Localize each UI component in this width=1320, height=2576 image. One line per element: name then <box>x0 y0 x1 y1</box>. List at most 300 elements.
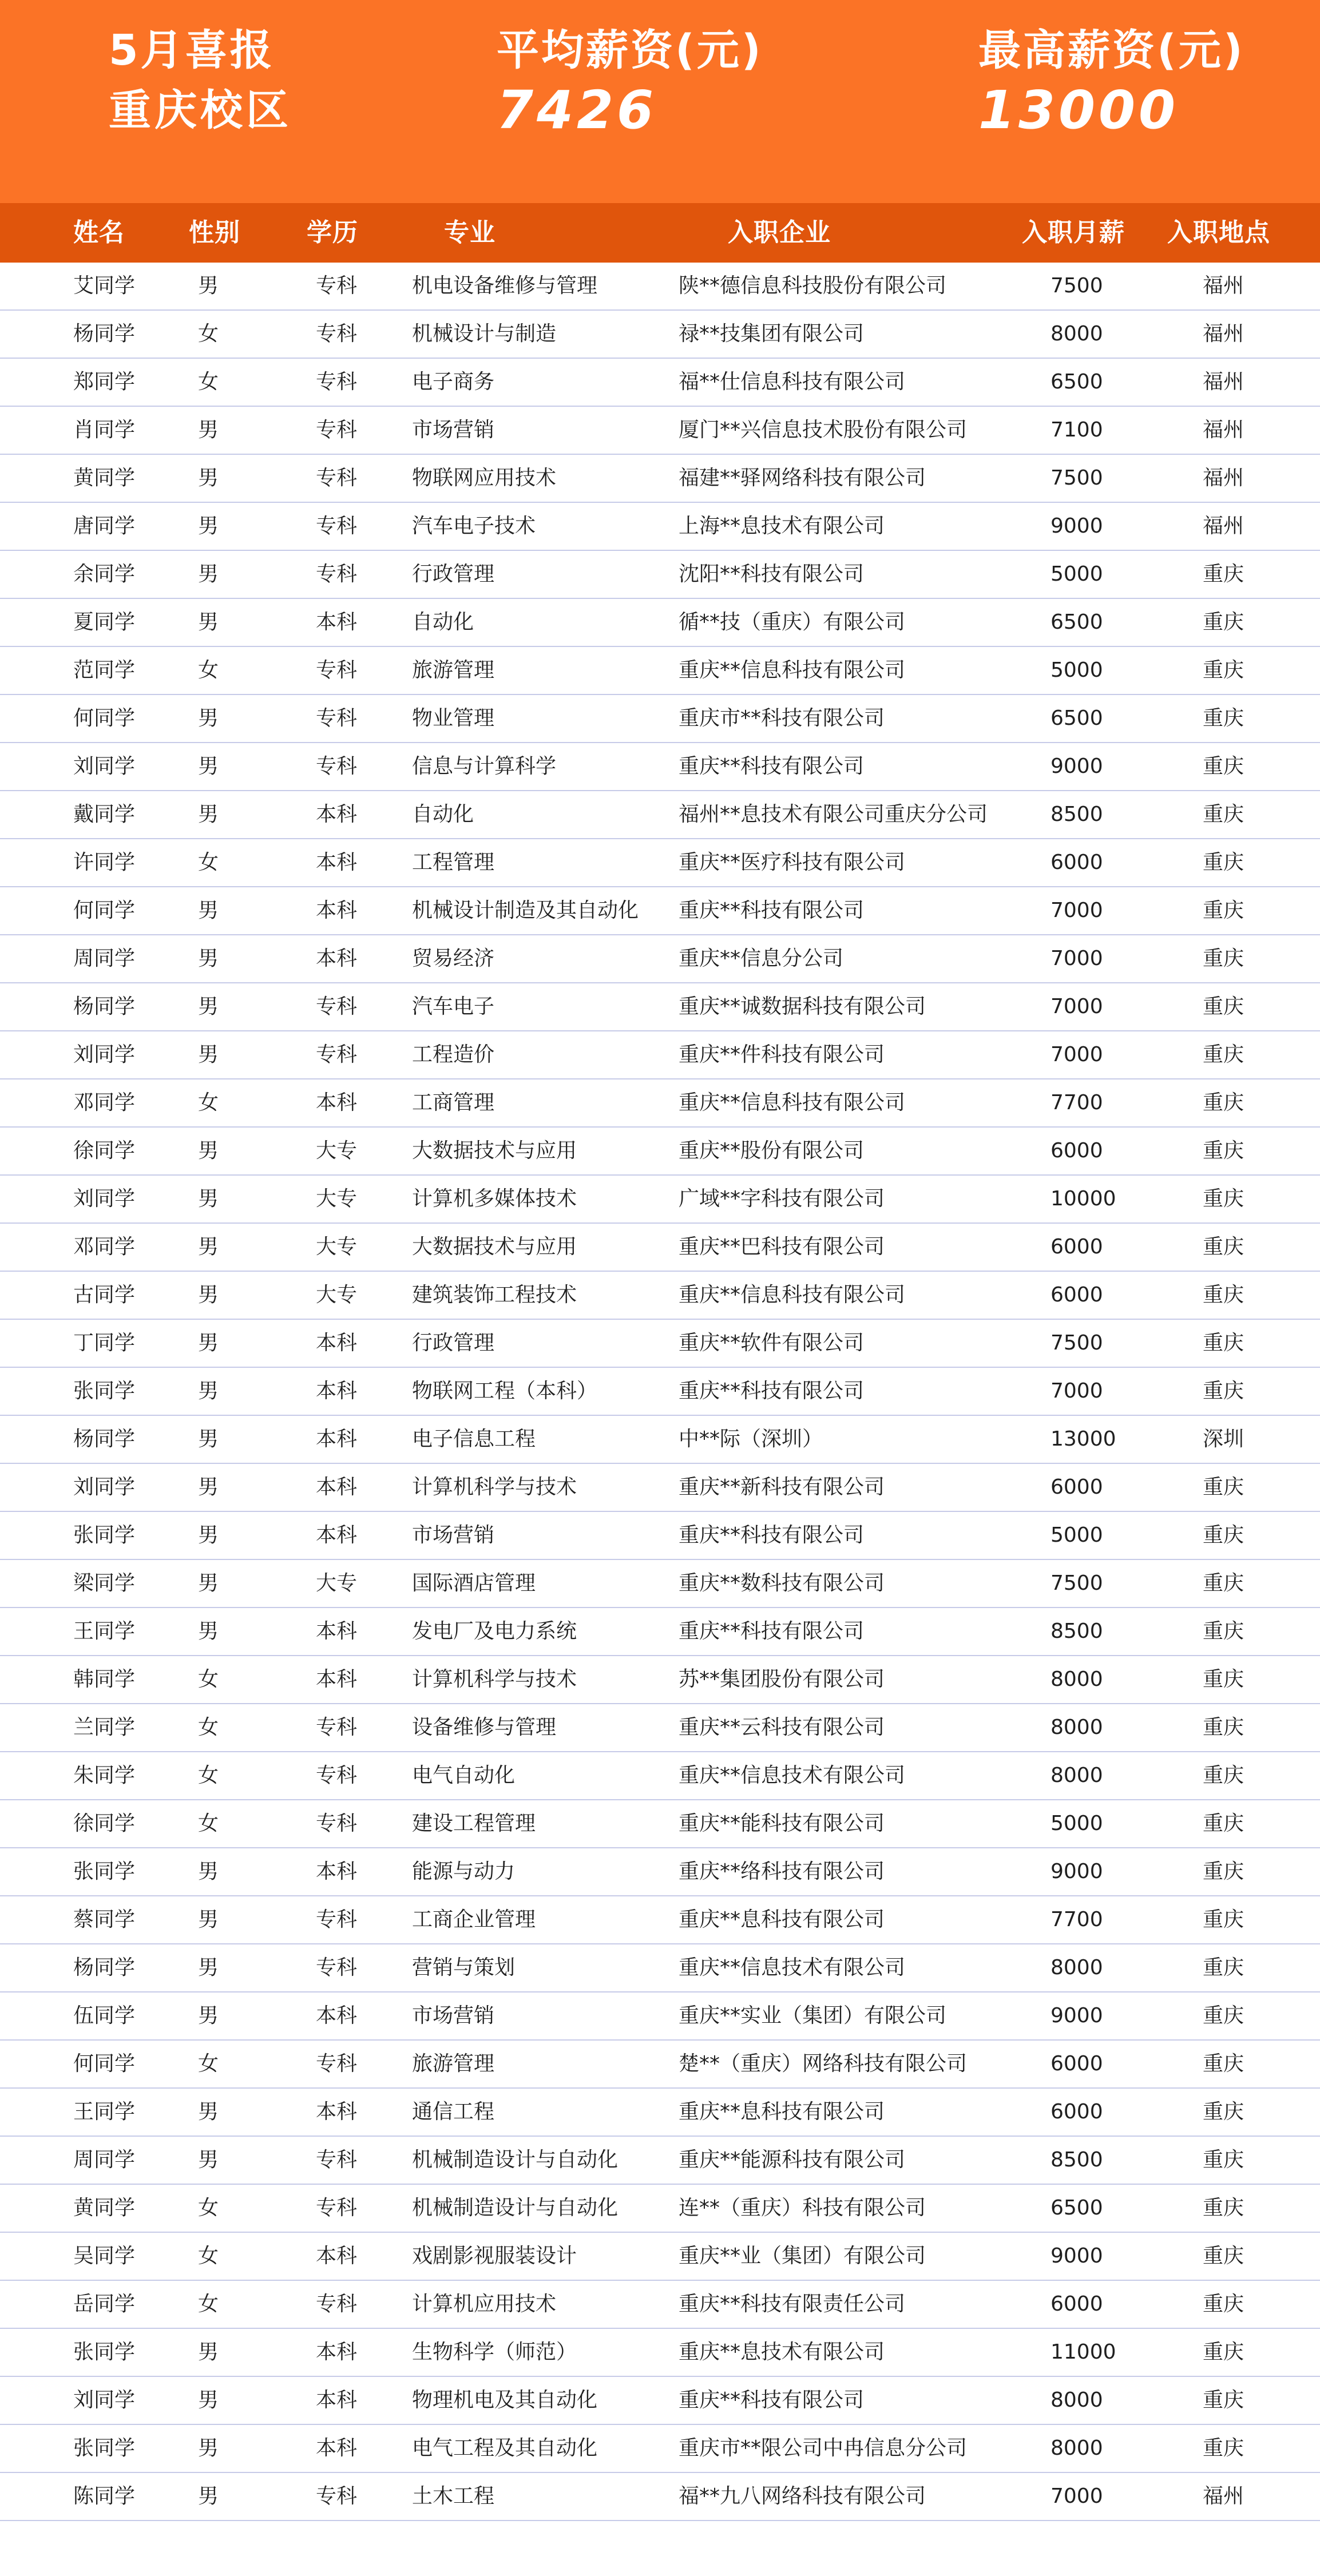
cell-company: 重庆**息科技有限公司 <box>679 2100 885 2123</box>
cell-city: 深圳 <box>1203 1427 1244 1451</box>
cell-city: 重庆 <box>1203 803 1244 826</box>
cell-salary: 8000 <box>1051 1716 1103 1739</box>
cell-gender: 女 <box>198 1091 219 1114</box>
table-row <box>0 1944 1320 1992</box>
cell-city: 重庆 <box>1203 947 1244 970</box>
cell-education: 专科 <box>316 1043 358 1066</box>
table-row <box>0 1031 1320 1079</box>
cell-salary: 6500 <box>1051 2196 1103 2220</box>
cell-company: 重庆**股份有限公司 <box>679 1139 865 1162</box>
cell-major: 物业管理 <box>412 706 495 730</box>
cell-gender: 男 <box>198 1379 219 1403</box>
cell-company: 厦门**兴信息技术股份有限公司 <box>679 418 968 442</box>
cell-major: 旅游管理 <box>412 658 495 682</box>
cell-company: 重庆**新科技有限公司 <box>679 1475 885 1499</box>
cell-salary: 9000 <box>1051 1860 1103 1883</box>
cell-name: 杨同学 <box>73 322 136 346</box>
cell-city: 重庆 <box>1203 1523 1244 1547</box>
cell-name: 黄同学 <box>73 2196 136 2220</box>
cell-name: 陈同学 <box>73 2484 136 2508</box>
cell-company: 福建**驿网络科技有限公司 <box>679 466 926 490</box>
cell-major: 市场营销 <box>412 2004 495 2027</box>
table-row <box>0 455 1320 503</box>
cell-city: 福州 <box>1203 466 1244 490</box>
cell-name: 梁同学 <box>73 1571 136 1595</box>
cell-major: 行政管理 <box>412 562 495 586</box>
cell-education: 专科 <box>316 1956 358 1979</box>
cell-city: 福州 <box>1203 514 1244 538</box>
cell-gender: 男 <box>198 1043 219 1066</box>
cell-city: 重庆 <box>1203 1620 1244 1643</box>
cell-city: 重庆 <box>1203 2388 1244 2412</box>
cell-major: 机械设计与制造 <box>412 322 557 346</box>
cell-major: 电气自动化 <box>412 1764 516 1787</box>
cell-salary: 8000 <box>1051 1956 1103 1979</box>
cell-salary: 5000 <box>1051 1523 1103 1547</box>
table-row <box>0 743 1320 791</box>
cell-education: 专科 <box>316 2196 358 2220</box>
cell-gender: 男 <box>198 947 219 970</box>
cell-salary: 6000 <box>1051 851 1103 874</box>
table-row <box>0 1752 1320 1800</box>
cell-salary: 6000 <box>1051 1475 1103 1499</box>
cell-name: 何同学 <box>73 2052 136 2075</box>
cell-salary: 10000 <box>1051 1187 1116 1210</box>
table-row <box>0 2233 1320 2281</box>
cell-city: 重庆 <box>1203 2100 1244 2123</box>
cell-education: 本科 <box>316 1427 358 1451</box>
title-block <box>109 22 292 142</box>
cell-name: 刘同学 <box>73 1043 136 1066</box>
cell-name: 杨同学 <box>73 1956 136 1979</box>
column-header-company: 入职企业 <box>728 218 831 247</box>
cell-education: 专科 <box>316 322 358 346</box>
cell-city: 重庆 <box>1203 1475 1244 1499</box>
cell-salary: 5000 <box>1051 1812 1103 1835</box>
cell-company: 重庆**络科技有限公司 <box>679 1860 885 1883</box>
table-row <box>0 839 1320 887</box>
cell-gender: 男 <box>198 2004 219 2027</box>
table-row <box>0 359 1320 407</box>
table-row <box>0 1128 1320 1176</box>
cell-major: 发电厂及电力系统 <box>412 1620 577 1643</box>
cell-gender: 女 <box>198 322 219 346</box>
cell-city: 重庆 <box>1203 1187 1244 1210</box>
column-header-major: 专业 <box>444 218 496 247</box>
cell-gender: 男 <box>198 2148 219 2172</box>
cell-company: 重庆**业（集团）有限公司 <box>679 2244 926 2268</box>
cell-education: 专科 <box>316 562 358 586</box>
table-row <box>0 791 1320 839</box>
cell-gender: 男 <box>198 418 219 442</box>
cell-gender: 男 <box>198 2100 219 2123</box>
table-row <box>0 1416 1320 1464</box>
cell-salary: 6500 <box>1051 610 1103 634</box>
table-row <box>0 935 1320 983</box>
cell-education: 本科 <box>316 803 358 826</box>
column-header-education: 学历 <box>307 218 358 247</box>
cell-education: 本科 <box>316 1475 358 1499</box>
cell-company: 重庆市**科技有限公司 <box>679 706 885 730</box>
max-salary-block <box>978 22 1245 142</box>
table-row <box>0 503 1320 551</box>
table-row <box>0 1272 1320 1320</box>
cell-major: 市场营销 <box>412 418 495 442</box>
cell-name: 唐同学 <box>73 514 136 538</box>
cell-education: 本科 <box>316 1379 358 1403</box>
cell-city: 重庆 <box>1203 1043 1244 1066</box>
cell-gender: 男 <box>198 2484 219 2508</box>
cell-city: 重庆 <box>1203 2436 1244 2460</box>
cell-city: 重庆 <box>1203 995 1244 1018</box>
cell-education: 专科 <box>316 2484 358 2508</box>
cell-major: 建筑装饰工程技术 <box>412 1283 577 1307</box>
cell-major: 汽车电子技术 <box>412 514 536 538</box>
cell-name: 伍同学 <box>73 2004 136 2027</box>
cell-education: 本科 <box>316 2004 358 2027</box>
cell-city: 重庆 <box>1203 562 1244 586</box>
cell-salary: 5000 <box>1051 562 1103 586</box>
cell-education: 专科 <box>316 418 358 442</box>
cell-major: 土木工程 <box>412 2484 495 2508</box>
cell-major: 计算机多媒体技术 <box>412 1187 577 1210</box>
cell-gender: 男 <box>198 1187 219 1210</box>
cell-major: 工程造价 <box>412 1043 495 1066</box>
cell-salary: 9000 <box>1051 755 1103 778</box>
cell-major: 戏剧影视服装设计 <box>412 2244 577 2268</box>
cell-company: 重庆**数科技有限公司 <box>679 1571 885 1595</box>
cell-company: 重庆**科技有限公司 <box>679 1523 865 1547</box>
cell-city: 重庆 <box>1203 2340 1244 2364</box>
table-row <box>0 311 1320 359</box>
cell-gender: 女 <box>198 2292 219 2316</box>
cell-city: 重庆 <box>1203 2292 1244 2316</box>
cell-salary: 6000 <box>1051 2052 1103 2075</box>
cell-city: 重庆 <box>1203 1764 1244 1787</box>
cell-company: 重庆**诚数据科技有限公司 <box>679 995 926 1018</box>
cell-name: 夏同学 <box>73 610 136 634</box>
cell-name: 韩同学 <box>73 1668 136 1691</box>
cell-education: 本科 <box>316 1091 358 1114</box>
cell-company: 禄**技集团有限公司 <box>679 322 865 346</box>
cell-salary: 9000 <box>1051 514 1103 538</box>
cell-company: 重庆**件科技有限公司 <box>679 1043 885 1066</box>
cell-company: 重庆**巴科技有限公司 <box>679 1235 885 1259</box>
cell-gender: 男 <box>198 2388 219 2412</box>
cell-education: 专科 <box>316 755 358 778</box>
table-row <box>0 2041 1320 2089</box>
cell-education: 本科 <box>316 1668 358 1691</box>
cell-gender: 男 <box>198 899 219 922</box>
cell-name: 张同学 <box>73 1523 136 1547</box>
cell-major: 电子信息工程 <box>412 1427 536 1451</box>
cell-name: 张同学 <box>73 2340 136 2364</box>
cell-name: 张同学 <box>73 1379 136 1403</box>
cell-salary: 7000 <box>1051 947 1103 970</box>
cell-salary: 13000 <box>1051 1427 1116 1451</box>
cell-salary: 8500 <box>1051 1620 1103 1643</box>
cell-major: 汽车电子 <box>412 995 495 1018</box>
cell-education: 本科 <box>316 947 358 970</box>
cell-gender: 男 <box>198 1139 219 1162</box>
cell-gender: 男 <box>198 466 219 490</box>
cell-gender: 男 <box>198 1860 219 1883</box>
cell-salary: 7000 <box>1051 1043 1103 1066</box>
cell-name: 王同学 <box>73 2100 136 2123</box>
cell-name: 王同学 <box>73 1620 136 1643</box>
max-salary-value: 13000 <box>978 80 1179 141</box>
cell-company: 重庆**信息分公司 <box>679 947 844 970</box>
table-row <box>0 887 1320 935</box>
column-header-gender: 性别 <box>189 218 240 247</box>
table-body <box>0 263 1320 2521</box>
cell-gender: 男 <box>198 1571 219 1595</box>
table-row <box>0 599 1320 647</box>
cell-name: 周同学 <box>73 2148 136 2172</box>
table-row <box>0 2377 1320 2425</box>
cell-name: 郑同学 <box>73 370 136 394</box>
cell-gender: 男 <box>198 1427 219 1451</box>
cell-major: 计算机科学与技术 <box>412 1475 577 1499</box>
column-header-name: 姓名 <box>73 218 125 247</box>
cell-salary: 7000 <box>1051 1379 1103 1403</box>
table-row <box>0 551 1320 599</box>
column-header-city: 入职地点 <box>1167 218 1270 247</box>
cell-salary: 6000 <box>1051 1139 1103 1162</box>
cell-name: 朱同学 <box>73 1764 136 1787</box>
cell-name: 岳同学 <box>73 2292 136 2316</box>
cell-gender: 女 <box>198 658 219 682</box>
cell-major: 物理机电及其自动化 <box>412 2388 598 2412</box>
cell-education: 本科 <box>316 899 358 922</box>
cell-education: 大专 <box>316 1235 358 1259</box>
table-row <box>0 2281 1320 2329</box>
cell-education: 专科 <box>316 514 358 538</box>
cell-salary: 6500 <box>1051 370 1103 394</box>
cell-gender: 女 <box>198 2244 219 2268</box>
cell-salary: 6000 <box>1051 1283 1103 1307</box>
cell-education: 专科 <box>316 658 358 682</box>
cell-city: 重庆 <box>1203 2004 1244 2027</box>
cell-education: 专科 <box>316 1908 358 1931</box>
cell-education: 本科 <box>316 2436 358 2460</box>
cell-major: 工商企业管理 <box>412 1908 536 1931</box>
cell-city: 重庆 <box>1203 899 1244 922</box>
cell-company: 重庆市**限公司中冉信息分公司 <box>679 2436 968 2460</box>
cell-salary: 6500 <box>1051 706 1103 730</box>
table-row <box>0 1656 1320 1704</box>
table-row <box>0 647 1320 695</box>
cell-major: 计算机应用技术 <box>412 2292 557 2316</box>
cell-major: 大数据技术与应用 <box>412 1235 577 1259</box>
table-row <box>0 2329 1320 2377</box>
table-row <box>0 1224 1320 1272</box>
cell-major: 电子商务 <box>412 370 495 394</box>
cell-salary: 5000 <box>1051 658 1103 682</box>
cell-company: 重庆**信息科技有限公司 <box>679 1091 906 1114</box>
cell-name: 何同学 <box>73 899 136 922</box>
cell-education: 本科 <box>316 851 358 874</box>
cell-education: 专科 <box>316 706 358 730</box>
cell-gender: 男 <box>198 1523 219 1547</box>
cell-gender: 男 <box>198 1283 219 1307</box>
cell-company: 重庆**信息科技有限公司 <box>679 1283 906 1307</box>
cell-name: 杨同学 <box>73 1427 136 1451</box>
cell-major: 营销与策划 <box>412 1956 516 1979</box>
cell-salary: 7500 <box>1051 466 1103 490</box>
max-salary-label: 最高薪资(元) <box>978 26 1245 75</box>
cell-major: 机械设计制造及其自动化 <box>412 899 639 922</box>
cell-city: 重庆 <box>1203 851 1244 874</box>
cell-salary: 11000 <box>1051 2340 1116 2364</box>
cell-major: 设备维修与管理 <box>412 1716 557 1739</box>
table-row <box>0 1512 1320 1560</box>
cell-education: 本科 <box>316 2388 358 2412</box>
cell-salary: 7100 <box>1051 418 1103 442</box>
table-header <box>0 203 1320 263</box>
cell-name: 黄同学 <box>73 466 136 490</box>
cell-city: 重庆 <box>1203 1668 1244 1691</box>
cell-city: 福州 <box>1203 2484 1244 2508</box>
cell-gender: 女 <box>198 2196 219 2220</box>
cell-salary: 9000 <box>1051 2244 1103 2268</box>
cell-education: 专科 <box>316 370 358 394</box>
cell-salary: 6000 <box>1051 1235 1103 1259</box>
cell-major: 能源与动力 <box>412 1860 516 1883</box>
cell-salary: 7700 <box>1051 1091 1103 1114</box>
cell-city: 福州 <box>1203 370 1244 394</box>
cell-major: 电气工程及其自动化 <box>412 2436 598 2460</box>
cell-company: 福**九八网络科技有限公司 <box>679 2484 926 2508</box>
cell-education: 专科 <box>316 2292 358 2316</box>
cell-gender: 男 <box>198 1620 219 1643</box>
cell-major: 旅游管理 <box>412 2052 495 2075</box>
cell-city: 重庆 <box>1203 706 1244 730</box>
cell-city: 重庆 <box>1203 1956 1244 1979</box>
cell-name: 刘同学 <box>73 2388 136 2412</box>
cell-gender: 男 <box>198 706 219 730</box>
cell-gender: 男 <box>198 995 219 1018</box>
cell-company: 重庆**信息科技有限公司 <box>679 658 906 682</box>
cell-city: 重庆 <box>1203 2148 1244 2172</box>
table-row <box>0 263 1320 311</box>
cell-city: 重庆 <box>1203 1716 1244 1739</box>
table-row <box>0 407 1320 455</box>
cell-name: 范同学 <box>73 658 136 682</box>
cell-company: 重庆**能源科技有限公司 <box>679 2148 906 2172</box>
table-row <box>0 1464 1320 1512</box>
cell-salary: 8000 <box>1051 1668 1103 1691</box>
table-row <box>0 1560 1320 1608</box>
column-header-salary: 入职月薪 <box>1022 218 1125 247</box>
cell-company: 重庆**科技有限公司 <box>679 755 865 778</box>
cell-salary: 8000 <box>1051 1764 1103 1787</box>
cell-major: 工商管理 <box>412 1091 495 1114</box>
cell-gender: 男 <box>198 755 219 778</box>
cell-salary: 6000 <box>1051 2292 1103 2316</box>
cell-name: 吴同学 <box>73 2244 136 2268</box>
cell-city: 重庆 <box>1203 1908 1244 1931</box>
cell-city: 重庆 <box>1203 658 1244 682</box>
cell-gender: 女 <box>198 370 219 394</box>
cell-company: 重庆**息技术有限公司 <box>679 2340 885 2364</box>
cell-education: 专科 <box>316 1716 358 1739</box>
cell-city: 重庆 <box>1203 1139 1244 1162</box>
table-row <box>0 1368 1320 1416</box>
cell-company: 重庆**科技有限公司 <box>679 2388 865 2412</box>
cell-education: 专科 <box>316 1812 358 1835</box>
cell-company: 沈阳**科技有限公司 <box>679 562 865 586</box>
cell-name: 张同学 <box>73 1860 136 1883</box>
average-salary-block <box>497 22 763 142</box>
cell-name: 刘同学 <box>73 1475 136 1499</box>
cell-city: 福州 <box>1203 418 1244 442</box>
cell-city: 重庆 <box>1203 1283 1244 1307</box>
cell-salary: 8000 <box>1051 322 1103 346</box>
cell-gender: 男 <box>198 1908 219 1931</box>
cell-name: 蔡同学 <box>73 1908 136 1931</box>
cell-name: 徐同学 <box>73 1812 136 1835</box>
average-salary-label: 平均薪资(元) <box>497 26 763 75</box>
cell-name: 邓同学 <box>73 1091 136 1114</box>
cell-education: 大专 <box>316 1283 358 1307</box>
report-title: 5月喜报 <box>109 26 275 75</box>
cell-gender: 男 <box>198 1235 219 1259</box>
cell-company: 重庆**软件有限公司 <box>679 1331 865 1355</box>
cell-education: 专科 <box>316 2148 358 2172</box>
cell-education: 专科 <box>316 995 358 1018</box>
cell-education: 大专 <box>316 1187 358 1210</box>
cell-major: 行政管理 <box>412 1331 495 1355</box>
cell-major: 生物科学（师范） <box>412 2340 577 2364</box>
cell-company: 福**仕信息科技有限公司 <box>679 370 906 394</box>
cell-education: 专科 <box>316 466 358 490</box>
cell-major: 自动化 <box>412 610 474 634</box>
cell-major: 机械制造设计与自动化 <box>412 2196 619 2220</box>
table-row <box>0 983 1320 1031</box>
cell-company: 重庆**云科技有限公司 <box>679 1716 885 1739</box>
average-salary-value: 7426 <box>497 80 657 141</box>
cell-gender: 女 <box>198 2052 219 2075</box>
table-row <box>0 1608 1320 1656</box>
cell-salary: 8000 <box>1051 2436 1103 2460</box>
cell-company: 重庆**医疗科技有限公司 <box>679 851 906 874</box>
cell-salary: 7000 <box>1051 899 1103 922</box>
cell-city: 重庆 <box>1203 1331 1244 1355</box>
cell-gender: 男 <box>198 610 219 634</box>
table-row <box>0 1992 1320 2041</box>
cell-major: 国际酒店管理 <box>412 1571 536 1595</box>
cell-gender: 男 <box>198 2436 219 2460</box>
cell-company: 广域**字科技有限公司 <box>679 1187 885 1210</box>
table-row <box>0 2473 1320 2521</box>
cell-company: 福州**息技术有限公司重庆分公司 <box>679 803 988 826</box>
cell-gender: 男 <box>198 1956 219 1979</box>
table-row <box>0 1176 1320 1224</box>
cell-gender: 男 <box>198 274 219 297</box>
cell-name: 丁同学 <box>73 1331 136 1355</box>
cell-name: 兰同学 <box>73 1716 136 1739</box>
cell-name: 余同学 <box>73 562 136 586</box>
cell-company: 中**际（深圳） <box>679 1427 823 1451</box>
cell-gender: 女 <box>198 1764 219 1787</box>
cell-major: 信息与计算科学 <box>412 755 557 778</box>
cell-salary: 9000 <box>1051 2004 1103 2027</box>
cell-city: 重庆 <box>1203 1379 1244 1403</box>
table-row <box>0 2089 1320 2137</box>
cell-company: 重庆**科技有限公司 <box>679 1620 865 1643</box>
table-row <box>0 695 1320 743</box>
